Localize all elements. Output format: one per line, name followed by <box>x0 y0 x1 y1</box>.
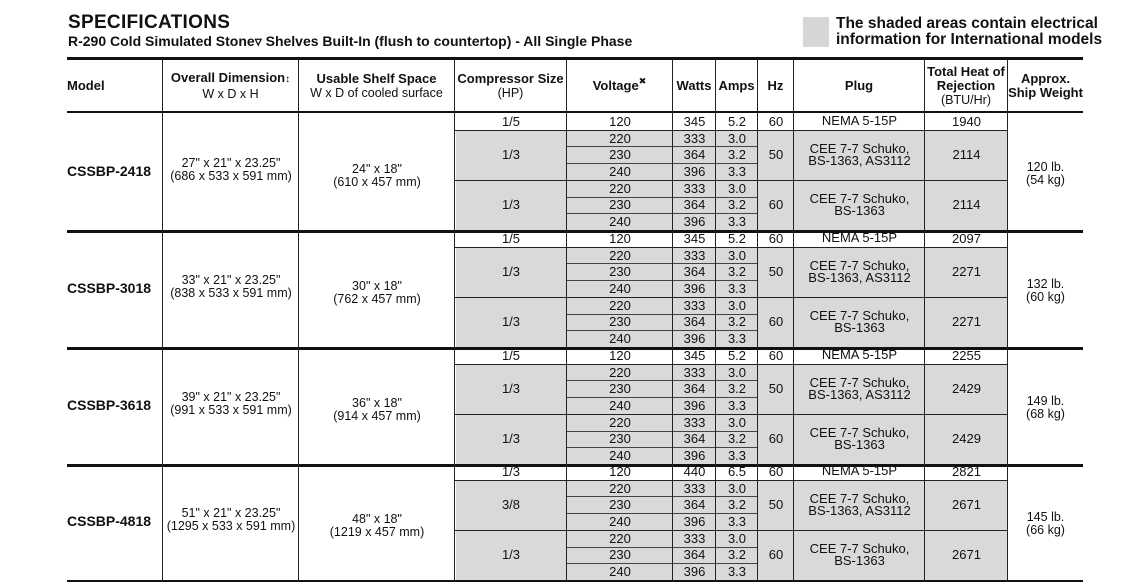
voltage-value: 220 <box>609 530 631 546</box>
row-divider <box>567 431 758 432</box>
column-divider <box>566 60 567 581</box>
usable-shelf-space <box>299 163 455 189</box>
row-divider <box>567 496 758 497</box>
row-divider <box>567 380 758 381</box>
plug-type <box>794 247 925 297</box>
amps-value: 3.2 <box>727 147 747 163</box>
watts-value: 345 <box>683 113 706 129</box>
usable-shelf-space <box>299 513 455 539</box>
amps-value: 3.3 <box>727 163 747 179</box>
compressor-hp: 1/3 <box>501 381 521 397</box>
heat-rejection-value: 2271 <box>952 264 981 280</box>
voltage-value: 230 <box>609 314 631 330</box>
header-amps: Amps <box>718 77 755 93</box>
heat-rejection-value: 2429 <box>952 431 981 447</box>
plug-line-2: BS-1363 <box>834 436 885 452</box>
model-name: CSSBP-4818 <box>67 513 152 530</box>
column-divider <box>924 60 925 581</box>
plug-line-1: CEE 7-7 Schuko, <box>809 190 910 206</box>
group-divider <box>455 247 1008 248</box>
ship-weight <box>1008 395 1083 421</box>
plug-type <box>794 463 925 480</box>
voltage-value: 230 <box>609 381 631 397</box>
dimension-inches: 39" x 21" x 23.25" <box>181 390 281 405</box>
plug-line-1: CEE 7-7 Schuko, <box>809 307 910 323</box>
header-voltage: Voltage ✖ <box>592 75 647 93</box>
plug-line-2: BS-1363 <box>834 552 885 568</box>
shelf-inches: 24" x 18" <box>352 162 402 177</box>
plug-line-2: BS-1363, AS3112 <box>808 269 911 285</box>
amps-value: 3.0 <box>727 364 747 380</box>
row-divider <box>567 547 758 548</box>
voltage-value: 120 <box>609 113 631 129</box>
compressor-hp: 1/3 <box>501 147 521 163</box>
voltage-value: 230 <box>609 264 631 280</box>
header-plug: Plug <box>844 77 874 93</box>
header-watts: Watts <box>676 77 712 93</box>
watts-value: 364 <box>683 314 706 330</box>
weight-kg: (54 kg) <box>1026 173 1065 188</box>
hz-value: 50 <box>768 381 784 397</box>
plug-line-2: BS-1363, AS3112 <box>808 386 911 402</box>
ship-weight <box>1008 278 1083 304</box>
watts-value: 396 <box>683 564 706 580</box>
amps-value: 3.2 <box>727 547 747 563</box>
row-divider <box>567 163 758 164</box>
watts-value: 364 <box>683 197 706 213</box>
voltage-value: 120 <box>609 230 631 246</box>
column-divider <box>757 60 758 581</box>
watts-value: 345 <box>683 230 706 246</box>
watts-value: 333 <box>683 130 706 146</box>
group-divider <box>455 414 1008 415</box>
weight-kg: (68 kg) <box>1026 407 1065 422</box>
row-divider <box>567 314 758 315</box>
hz-value: 60 <box>768 463 784 479</box>
plug-type <box>794 230 925 247</box>
watts-value: 364 <box>683 264 706 280</box>
voltage-value: 240 <box>609 564 631 580</box>
watts-value: 440 <box>683 463 706 479</box>
compressor-hp: 1/3 <box>501 264 521 280</box>
voltage-value: 240 <box>609 513 631 529</box>
overall-dimension <box>163 391 299 417</box>
compressor-hp: 1/5 <box>501 347 521 363</box>
amps-value: 3.3 <box>727 564 747 580</box>
shaded-legend-text <box>836 16 1102 48</box>
row-divider <box>567 513 758 514</box>
voltage-value: 240 <box>609 163 631 179</box>
weight-lb: 149 lb. <box>1026 394 1065 409</box>
dimension-inches: 51" x 21" x 23.25" <box>181 506 281 521</box>
voltage-value: 120 <box>609 463 631 479</box>
dimension-mm: (686 x 533 x 591 mm) <box>170 169 292 184</box>
plug-type <box>794 297 925 347</box>
group-divider <box>455 530 1008 531</box>
header-model: Model <box>67 77 105 93</box>
shelf-mm: (1219 x 457 mm) <box>329 525 425 540</box>
usable-shelf-space <box>299 280 455 306</box>
group-divider <box>455 480 1008 481</box>
voltage-value: 230 <box>609 197 631 213</box>
weight-lb: 132 lb. <box>1026 277 1065 292</box>
plug-line-2: BS-1363 <box>834 202 885 218</box>
shelf-inches: 48" x 18" <box>352 512 402 527</box>
plug-line-2: BS-1363, AS3112 <box>808 502 911 518</box>
watts-value: 396 <box>683 397 706 413</box>
plug-line-2: BS-1363, AS3112 <box>808 152 911 168</box>
plug-line-2: BS-1363 <box>834 319 885 335</box>
voltage-value: 230 <box>609 147 631 163</box>
row-divider <box>567 146 758 147</box>
amps-value: 5.2 <box>727 347 747 363</box>
watts-value: 333 <box>683 180 706 196</box>
dimension-mm: (1295 x 533 x 591 mm) <box>166 519 296 534</box>
group-divider <box>455 180 1008 181</box>
amps-value: 3.2 <box>727 381 747 397</box>
compressor-hp: 1/3 <box>501 463 521 479</box>
column-divider <box>454 60 455 581</box>
voltage-value: 220 <box>609 130 631 146</box>
plug-type <box>794 347 925 364</box>
amps-value: 3.0 <box>727 180 747 196</box>
row-divider <box>567 280 758 281</box>
header-usable-shelf: Usable Shelf Space W x D of cooled surface <box>310 70 443 100</box>
model-name: CSSBP-3618 <box>67 397 152 414</box>
plug-type <box>794 364 925 414</box>
voltage-value: 240 <box>609 448 631 464</box>
row-divider <box>567 447 758 448</box>
row-divider <box>567 330 758 331</box>
legend-line-2: information for International models <box>836 31 1103 48</box>
amps-value: 3.3 <box>727 331 747 347</box>
voltage-value: 120 <box>609 347 631 363</box>
amps-value: 3.2 <box>727 264 747 280</box>
voltage-value: 220 <box>609 414 631 430</box>
model-name: CSSBP-3018 <box>67 280 152 297</box>
watts-value: 364 <box>683 431 706 447</box>
hz-value: 50 <box>768 497 784 513</box>
heat-rejection-value: 2255 <box>952 347 981 363</box>
amps-value: 5.2 <box>727 230 747 246</box>
amps-value: 3.3 <box>727 280 747 296</box>
heat-rejection-value: 2671 <box>952 497 981 513</box>
row-divider <box>567 563 758 564</box>
shelf-mm: (610 x 457 mm) <box>333 175 421 190</box>
group-divider <box>455 130 1008 131</box>
plug-line-1: CEE 7-7 Schuko, <box>809 540 910 556</box>
amps-value: 3.2 <box>727 497 747 513</box>
page-title: SPECIFICATIONS <box>68 12 231 33</box>
column-divider <box>793 60 794 581</box>
heat-rejection-value: 1940 <box>952 113 981 129</box>
hz-value: 50 <box>768 264 784 280</box>
amps-value: 3.0 <box>727 480 747 496</box>
watts-value: 396 <box>683 163 706 179</box>
hz-value: 50 <box>768 147 784 163</box>
plug-line-1: CEE 7-7 Schuko, <box>809 490 910 506</box>
ship-weight <box>1008 511 1083 537</box>
weight-lb: 120 lb. <box>1026 160 1065 175</box>
hz-value: 60 <box>768 347 784 363</box>
legend-line-1: The shaded areas contain electrical <box>836 15 1098 32</box>
hz-value: 60 <box>768 197 784 213</box>
amps-value: 3.0 <box>727 530 747 546</box>
compressor-hp: 1/5 <box>501 113 521 129</box>
hz-value: 60 <box>768 113 784 129</box>
overall-dimension <box>163 274 299 300</box>
voltage-value: 230 <box>609 497 631 513</box>
row-divider <box>567 197 758 198</box>
dimension-mm: (991 x 533 x 591 mm) <box>170 403 292 418</box>
amps-value: 3.3 <box>727 513 747 529</box>
plug-line-1: NEMA 5-15P <box>821 113 898 129</box>
weight-kg: (60 kg) <box>1026 290 1065 305</box>
watts-value: 333 <box>683 364 706 380</box>
voltage-value: 220 <box>609 480 631 496</box>
header-overall-dimension: Overall Dimension↕ W x D x H <box>170 69 291 101</box>
watts-value: 333 <box>683 480 706 496</box>
shelf-mm: (914 x 457 mm) <box>333 409 421 424</box>
hz-value: 60 <box>768 431 784 447</box>
column-divider <box>672 60 673 581</box>
watts-value: 396 <box>683 280 706 296</box>
overall-dimension <box>163 507 299 533</box>
dimension-inches: 27" x 21" x 23.25" <box>181 156 281 171</box>
dimension-inches: 33" x 21" x 23.25" <box>181 273 281 288</box>
compressor-hp: 3/8 <box>501 497 521 513</box>
watts-value: 364 <box>683 381 706 397</box>
watts-value: 333 <box>683 414 706 430</box>
compressor-hp: 1/3 <box>501 547 521 563</box>
row-divider <box>567 213 758 214</box>
plug-type <box>794 530 925 580</box>
watts-value: 333 <box>683 247 706 263</box>
amps-value: 3.2 <box>727 197 747 213</box>
plug-line-1: NEMA 5-15P <box>821 463 898 479</box>
plug-type <box>794 130 925 180</box>
heat-rejection-value: 2114 <box>952 197 981 213</box>
amps-value: 3.3 <box>727 448 747 464</box>
watts-value: 396 <box>683 331 706 347</box>
plug-line-1: NEMA 5-15P <box>821 347 898 363</box>
plug-type <box>794 414 925 464</box>
group-divider <box>455 364 1008 365</box>
voltage-value: 230 <box>609 547 631 563</box>
shelf-mm: (762 x 457 mm) <box>333 292 421 307</box>
header-compressor: Compressor Size (HP) <box>457 70 564 100</box>
header-ship-weight: Approx. Ship Weight <box>1008 70 1083 100</box>
heat-rejection-value: 2821 <box>952 463 981 479</box>
amps-value: 3.0 <box>727 297 747 313</box>
watts-value: 364 <box>683 497 706 513</box>
heat-rejection-value: 2671 <box>952 547 981 563</box>
amps-value: 5.2 <box>727 113 747 129</box>
voltage-value: 230 <box>609 431 631 447</box>
group-divider <box>455 297 1008 298</box>
column-divider <box>715 60 716 581</box>
hz-value: 60 <box>768 314 784 330</box>
compressor-hp: 1/3 <box>501 314 521 330</box>
compressor-hp: 1/3 <box>501 197 521 213</box>
watts-value: 396 <box>683 214 706 230</box>
watts-value: 396 <box>683 448 706 464</box>
weight-lb: 145 lb. <box>1026 510 1065 525</box>
plug-type <box>794 180 925 230</box>
hz-value: 60 <box>768 547 784 563</box>
amps-value: 3.2 <box>727 314 747 330</box>
header-heat-rejection: Total Heat of Rejection (BTU/Hr) <box>927 63 1005 107</box>
voltage-value: 220 <box>609 297 631 313</box>
plug-line-1: NEMA 5-15P <box>821 230 898 246</box>
shaded-legend-swatch <box>803 17 829 47</box>
voltage-value: 240 <box>609 280 631 296</box>
usable-shelf-space <box>299 397 455 423</box>
voltage-value: 240 <box>609 214 631 230</box>
shelf-inches: 36" x 18" <box>352 396 402 411</box>
watts-value: 333 <box>683 297 706 313</box>
weight-kg: (66 kg) <box>1026 523 1065 538</box>
compressor-hp: 1/3 <box>501 431 521 447</box>
heat-rejection-value: 2097 <box>952 230 981 246</box>
watts-value: 345 <box>683 347 706 363</box>
watts-value: 364 <box>683 147 706 163</box>
amps-value: 3.2 <box>727 431 747 447</box>
compressor-hp: 1/5 <box>501 230 521 246</box>
hz-value: 60 <box>768 230 784 246</box>
plug-line-1: CEE 7-7 Schuko, <box>809 424 910 440</box>
plug-type <box>794 480 925 530</box>
block-bottom-rule <box>67 580 1083 582</box>
watts-value: 333 <box>683 530 706 546</box>
voltage-value: 240 <box>609 397 631 413</box>
heat-rejection-value: 2114 <box>952 147 981 163</box>
plug-type <box>794 113 925 130</box>
amps-value: 3.0 <box>727 130 747 146</box>
amps-value: 3.0 <box>727 414 747 430</box>
model-name: CSSBP-2418 <box>67 163 152 180</box>
amps-value: 3.3 <box>727 397 747 413</box>
amps-value: 3.3 <box>727 214 747 230</box>
row-divider <box>567 263 758 264</box>
voltage-value: 240 <box>609 331 631 347</box>
page-subtitle: R-290 Cold Simulated Stone▿ Shelves Built-In (flush to countertop) - All Single Phase <box>68 33 633 49</box>
voltage-value: 220 <box>609 180 631 196</box>
plug-line-1: CEE 7-7 Schuko, <box>809 374 910 390</box>
voltage-value: 220 <box>609 364 631 380</box>
ship-weight <box>1008 161 1083 187</box>
dimension-mm: (838 x 533 x 591 mm) <box>170 286 292 301</box>
voltage-value: 220 <box>609 247 631 263</box>
heat-rejection-value: 2271 <box>952 314 981 330</box>
watts-value: 396 <box>683 513 706 529</box>
heat-rejection-value: 2429 <box>952 381 981 397</box>
column-divider <box>298 60 299 581</box>
plug-line-1: CEE 7-7 Schuko, <box>809 257 910 273</box>
shelf-inches: 30" x 18" <box>352 279 402 294</box>
amps-value: 3.0 <box>727 247 747 263</box>
column-divider <box>1007 60 1008 581</box>
header-hz: Hz <box>767 77 784 93</box>
watts-value: 364 <box>683 547 706 563</box>
plug-line-1: CEE 7-7 Schuko, <box>809 140 910 156</box>
overall-dimension <box>163 157 299 183</box>
column-divider <box>162 60 163 581</box>
row-divider <box>567 397 758 398</box>
amps-value: 6.5 <box>727 463 747 479</box>
